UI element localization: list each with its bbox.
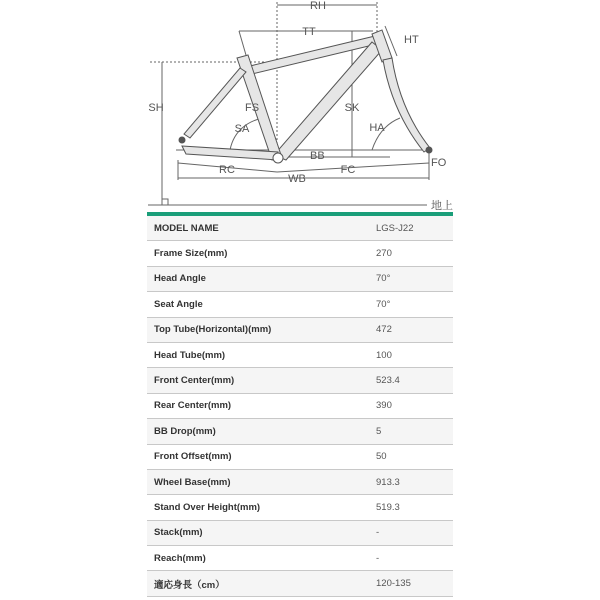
spec-row — [147, 216, 453, 241]
label-rc: RC — [219, 164, 235, 176]
label-fc: FC — [340, 164, 356, 176]
spec-key: Wheel Base(mm) — [147, 469, 376, 494]
spec-key: Front Center(mm) — [147, 368, 376, 393]
spec-key: Stack(mm) — [147, 520, 376, 545]
bottom-bracket — [273, 153, 283, 163]
fork — [383, 58, 430, 152]
label-fs: FS — [244, 102, 260, 114]
label-wb: WB — [288, 173, 306, 185]
label-bb: BB — [310, 150, 325, 162]
spec-key: Frame Size(mm) — [147, 241, 376, 266]
spec-row — [147, 266, 453, 291]
spec-value: 100 — [376, 342, 453, 367]
label-sa: SA — [234, 123, 250, 135]
label-ht: HT — [404, 34, 419, 46]
spec-value: 390 — [376, 393, 453, 418]
spec-value: 472 — [376, 317, 453, 342]
label-fo: FO — [431, 157, 447, 169]
spec-row — [147, 571, 453, 596]
spec-value: 70° — [376, 292, 453, 317]
spec-value: - — [376, 546, 453, 571]
frame-geometry-diagram — [0, 0, 600, 212]
spec-row — [147, 546, 453, 571]
label-sh: SH — [148, 102, 164, 114]
frame-geometry-svg — [0, 0, 600, 212]
spec-row — [147, 469, 453, 494]
spec-row — [147, 520, 453, 545]
spec-value: 50 — [376, 444, 453, 469]
spec-key: 適応身長（cm） — [147, 571, 376, 596]
spec-key: Stand Over Height(mm) — [147, 495, 376, 520]
spec-value: 523.4 — [376, 368, 453, 393]
spec-key: Front Offset(mm) — [147, 444, 376, 469]
sh-right-angle-mark — [162, 199, 168, 205]
spec-value: 519.3 — [376, 495, 453, 520]
spec-key: Reach(mm) — [147, 546, 376, 571]
spec-table — [147, 216, 453, 597]
spec-value: LGS-J22 — [376, 216, 453, 241]
spec-row — [147, 292, 453, 317]
spec-row — [147, 393, 453, 418]
spec-row — [147, 444, 453, 469]
spec-value: 5 — [376, 419, 453, 444]
spec-key: Top Tube(Horizontal)(mm) — [147, 317, 376, 342]
spec-value: - — [376, 520, 453, 545]
spec-row — [147, 419, 453, 444]
front-dropout — [426, 147, 432, 153]
spec-row — [147, 495, 453, 520]
spec-key: Head Tube(mm) — [147, 342, 376, 367]
label-tt: TT — [302, 26, 316, 38]
spec-row — [147, 342, 453, 367]
spec-key: Head Angle — [147, 266, 376, 291]
label-ha: HA — [369, 122, 385, 134]
spec-value: 913.3 — [376, 469, 453, 494]
label-rh: RH — [310, 0, 326, 12]
spec-value: 270 — [376, 241, 453, 266]
label-sk: SK — [344, 102, 360, 114]
spec-row — [147, 368, 453, 393]
label-ground: 地上 — [431, 200, 453, 212]
spec-value: 70° — [376, 266, 453, 291]
spec-row — [147, 241, 453, 266]
spec-key: Rear Center(mm) — [147, 393, 376, 418]
spec-value: 120-135 — [376, 571, 453, 596]
spec-row — [147, 317, 453, 342]
rear-dropout — [179, 137, 185, 143]
spec-key: Seat Angle — [147, 292, 376, 317]
spec-key: BB Drop(mm) — [147, 419, 376, 444]
spec-key: MODEL NAME — [147, 216, 376, 241]
